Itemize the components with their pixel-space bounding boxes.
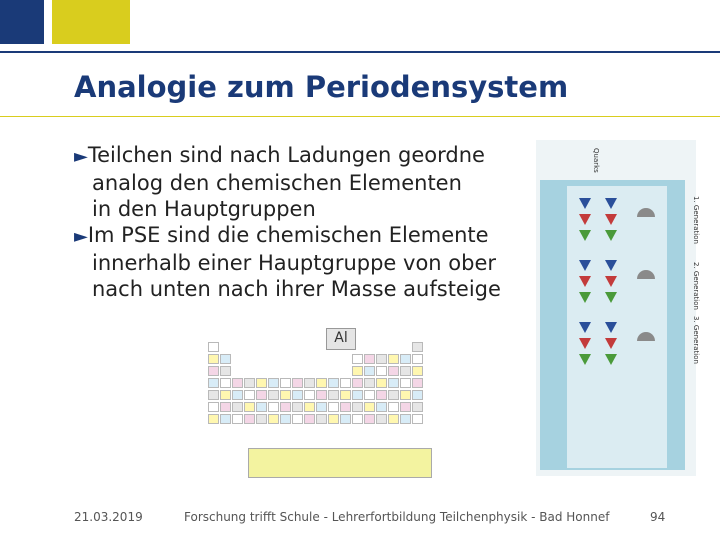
bullet-2-line-2: innerhalb einer Hauptgruppe von ober: [92, 251, 497, 275]
periodic-table-cell: [400, 414, 411, 424]
periodic-table-cell: [376, 354, 387, 364]
periodic-table-cell: [292, 390, 303, 400]
slide-title: Analogie zum Periodensystem: [74, 70, 569, 104]
periodic-table-cell: [280, 402, 291, 412]
periodic-table-cell: [208, 366, 219, 376]
periodic-table-cell: [352, 378, 363, 388]
quark-color-marker: [579, 292, 591, 303]
periodic-table-cell: [208, 402, 219, 412]
periodic-table-cell: [292, 402, 303, 412]
quark-color-marker: [605, 214, 617, 225]
quark-color-marker: [605, 354, 617, 365]
generation-3-label: 3. Generation: [692, 316, 700, 364]
periodic-table-cell: [364, 354, 375, 364]
bullet-2-line-1: Im PSE sind die chemischen Elemente: [87, 223, 489, 247]
periodic-table-cell: [412, 378, 423, 388]
periodic-table-cell: [412, 366, 423, 376]
periodic-table-cell: [316, 414, 327, 424]
periodic-table-cell: [388, 414, 399, 424]
periodic-table-cell: [208, 390, 219, 400]
quark-color-marker: [605, 230, 617, 241]
periodic-table-cell: [376, 414, 387, 424]
periodic-table-cell: [244, 390, 255, 400]
periodic-table-cell: [316, 378, 327, 388]
quark-color-marker: [605, 292, 617, 303]
periodic-table-cell: [364, 414, 375, 424]
bullet-2: [74, 222, 544, 302]
periodic-table-cell: [316, 402, 327, 412]
periodic-table-cell: [256, 414, 267, 424]
periodic-table-cell: [340, 378, 351, 388]
periodic-table-cell: [412, 342, 423, 352]
title-yellow-rule: [0, 116, 720, 117]
periodic-table-cell: [232, 414, 243, 424]
periodic-table-cell: [220, 414, 231, 424]
periodic-table-cell: [220, 378, 231, 388]
periodic-table-cell: [388, 366, 399, 376]
periodic-table-cell: [304, 390, 315, 400]
periodic-table-cell: [376, 378, 387, 388]
quark-color-marker: [605, 276, 617, 287]
periodic-table-cell: [268, 402, 279, 412]
periodic-table-cell: [352, 414, 363, 424]
periodic-table-cell: [364, 402, 375, 412]
quark-color-marker: [605, 322, 617, 333]
periodic-table-cell: [412, 354, 423, 364]
periodic-table-cell: [292, 378, 303, 388]
periodic-table-cell: [400, 378, 411, 388]
periodic-table-cell: [328, 402, 339, 412]
periodic-table-cell: [400, 390, 411, 400]
periodic-table-cell: [280, 378, 291, 388]
periodic-table-cell: [388, 378, 399, 388]
periodic-table-cell: [316, 390, 327, 400]
periodic-table-cell: [340, 402, 351, 412]
periodic-table-cell: [364, 366, 375, 376]
periodic-table-cell: [268, 378, 279, 388]
quark-color-marker: [605, 260, 617, 271]
periodic-table-cell: [352, 366, 363, 376]
quark-chart-inner: [567, 186, 667, 468]
periodic-table-cell: [256, 378, 267, 388]
periodic-table-cell: [388, 390, 399, 400]
periodic-table-cell: [328, 390, 339, 400]
quark-color-marker: [579, 322, 591, 333]
bullet-arrow-icon: ►: [74, 146, 88, 167]
periodic-table-cell: [304, 414, 315, 424]
periodic-table-cell: [340, 390, 351, 400]
generation-1-label: 1. Generation: [692, 196, 700, 244]
header-blue-block: [0, 0, 44, 44]
periodic-table-cell: [256, 390, 267, 400]
periodic-table-cell: [388, 354, 399, 364]
periodic-table-cell: [304, 378, 315, 388]
periodic-table-cell: [208, 414, 219, 424]
periodic-table-cell: [328, 414, 339, 424]
periodic-table-cell: [208, 354, 219, 364]
periodic-table-cell: [352, 390, 363, 400]
generation-2-label: 2. Generation: [692, 262, 700, 310]
periodic-table-cell: [268, 414, 279, 424]
bullet-1-line-1: Teilchen sind nach Ladungen geordne: [87, 143, 485, 167]
periodic-table-cell: [352, 354, 363, 364]
header-yellow-block: [52, 0, 130, 44]
periodic-table-cell: [280, 414, 291, 424]
periodic-table-cell: [280, 390, 291, 400]
periodic-table-cell: [412, 414, 423, 424]
periodic-table-cell: [412, 402, 423, 412]
periodic-table-cell: [232, 378, 243, 388]
periodic-table-cell: [412, 390, 423, 400]
quark-color-marker: [579, 338, 591, 349]
bullet-list: [74, 142, 544, 312]
periodic-table-cell: [352, 402, 363, 412]
periodic-table-cell: [208, 342, 219, 352]
periodic-table-cell: [208, 378, 219, 388]
periodic-table-cell: [268, 390, 279, 400]
periodic-table-cell: [232, 402, 243, 412]
bullet-1-line-3: in den Hauptgruppen: [92, 197, 316, 221]
periodic-table-cell: [220, 402, 231, 412]
quark-color-marker: [605, 198, 617, 209]
quark-color-marker: [579, 354, 591, 365]
quark-color-marker: [579, 260, 591, 271]
page-number: 94: [650, 510, 666, 524]
quark-color-marker: [605, 338, 617, 349]
quark-color-marker: [579, 214, 591, 225]
quark-color-marker: [579, 230, 591, 241]
periodic-table-cell: [328, 378, 339, 388]
lepton-marker: [637, 208, 655, 217]
periodic-table-cell: [376, 366, 387, 376]
periodic-table-cell: [244, 378, 255, 388]
periodic-table-cell: [256, 402, 267, 412]
bullet-1-line-2: analog den chemischen Elementen: [92, 171, 462, 195]
periodic-table-cell: [244, 414, 255, 424]
periodic-table-cell: [364, 378, 375, 388]
lepton-marker: [637, 332, 655, 341]
periodic-table-lanthanides: [248, 448, 432, 478]
periodic-table-cell: [376, 402, 387, 412]
header-blue-rule: [0, 51, 720, 53]
lepton-marker: [637, 270, 655, 279]
periodic-table-cell: [340, 414, 351, 424]
footer-text: Forschung trifft Schule - Lehrerfortbildung Teilchenphysik - Bad Honnef: [184, 510, 610, 524]
periodic-table-cell: [364, 390, 375, 400]
periodic-table-cell: [220, 366, 231, 376]
periodic-table-cell: [292, 414, 303, 424]
bullet-arrow-icon: ►: [74, 226, 88, 247]
periodic-table-cell: [400, 366, 411, 376]
periodic-table-cell: [376, 390, 387, 400]
periodic-table-cell: [304, 402, 315, 412]
periodic-table-cell: [232, 390, 243, 400]
periodic-table-cell: [220, 354, 231, 364]
periodic-table-cell: [244, 402, 255, 412]
periodic-table-cell: [220, 390, 231, 400]
periodic-table-cell: [400, 402, 411, 412]
periodic-table-cell: [388, 402, 399, 412]
bullet-2-line-3: nach unten nach ihrer Masse aufsteige: [92, 277, 501, 301]
quark-color-marker: [579, 276, 591, 287]
quarks-label: Quarks: [592, 148, 600, 173]
footer-date: 21.03.2019: [74, 510, 143, 524]
periodic-table-cell: [400, 354, 411, 364]
quark-color-marker: [579, 198, 591, 209]
periodic-table-symbol: Al: [326, 328, 356, 350]
bullet-1: [74, 142, 544, 222]
